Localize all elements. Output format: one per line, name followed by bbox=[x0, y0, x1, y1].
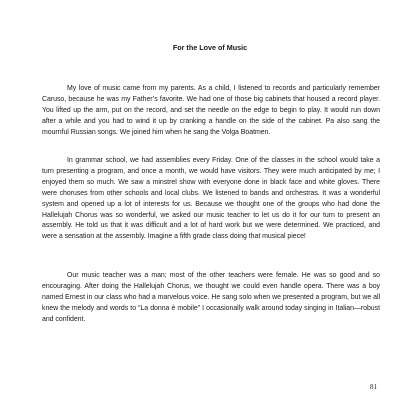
paragraph-music-teacher: Our music teacher was a man; most of the other teachers were female. He was so good and so encouraging. After doing the Hallelujah Chorus, we thought we could even handle opera. There was a boy named Ernest in our class who had a marvelous voice. He sang solo when we presented a program, but we all knew the melody and words to “La donna è mobile” I occasionally walk around today singing in Italian—robust and confident. bbox=[42, 272, 380, 323]
page-title: For the Love of Music bbox=[172, 43, 248, 52]
page-number: 81 bbox=[370, 383, 377, 391]
paragraph-music-at-home: My love of music came from my parents. As a child, I listened to records and particularly remember Caruso, because he was my Father’s favorite. We had one of those big cabinets that housed a record player. You lifted up the arm, put on the record, and set the needle on the edge to begin to play. It would run down after a while and you had to wind it up by cranking a handle on the side of the cabinet. Pa also sang the mournful Russian songs. We joined him when he sang the Volga Boatmen. bbox=[42, 85, 380, 136]
paragraph-grammar-school-assemblies: In grammar school, we had assemblies every Friday. One of the classes in the school would take a turn presenting a program, and once a month, we would have visitors. They were much anticipated by me; I enjoyed them so much. We saw a minstrel show with everyone done in black face and white gloves. There were choruses from other schools and local clubs. We listened to bands and orchestras. It was a wonderful system and opened up a lot of interests for us. Because we thought one of the groups who had done the Hallelujah Chorus was so wonderful, we asked our music teacher to let us do it for our turn to present an assembly. He told us that it was difficult and a lot of hard work but we were determined. We practiced, and were a sensation at the assembly. Imagine a fifth grade class doing that musical piece! bbox=[42, 157, 380, 241]
